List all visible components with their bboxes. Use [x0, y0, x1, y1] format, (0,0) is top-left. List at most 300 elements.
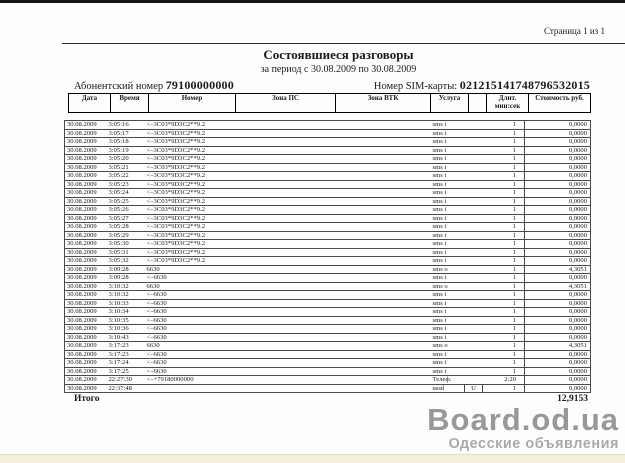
cell-duration: 1: [483, 231, 525, 240]
table-row: [65, 350, 591, 359]
cell-flag: [465, 138, 483, 147]
cell-date: 30.08.2009: [65, 129, 107, 138]
cell-cost: 0,0000: [525, 367, 591, 376]
cell-service: sms i: [427, 163, 465, 172]
cell-number: <–3C03*9D3C2**9.2: [145, 231, 232, 240]
cell-cost: 0,0000: [525, 189, 591, 198]
cell-date: 30.08.2009: [65, 223, 107, 232]
cell-service: Телеф.: [427, 376, 465, 385]
cell-cost: 0,0000: [525, 274, 591, 283]
cell-cost: 0,0000: [525, 350, 591, 359]
table-row: [65, 316, 591, 325]
cell-time: 3:10:34: [107, 308, 145, 317]
cell-number: <–3C03*9D3C2**9.2: [145, 138, 232, 147]
cell-cost: 0,0000: [525, 299, 591, 308]
cell-duration: 1: [483, 257, 525, 266]
cell-time: 3:05:22: [107, 172, 145, 181]
cell-service: sms i: [427, 146, 465, 155]
cell-time: 3:05:20: [107, 155, 145, 164]
cell-service: sms i: [427, 359, 465, 368]
header-service: Услуга: [431, 94, 469, 113]
cell-service: sms i: [427, 274, 465, 283]
cell-number: 6630: [145, 265, 232, 274]
cell-zone-ps: [232, 231, 332, 240]
cell-date: 30.08.2009: [65, 248, 107, 257]
cell-flag: [465, 146, 483, 155]
cell-number: <–3C03*9D3C2**9.2: [145, 163, 232, 172]
cell-time: 3:05:26: [107, 206, 145, 215]
cell-duration: 1: [483, 197, 525, 206]
cell-zone-vtk: [332, 308, 427, 317]
table-row: [65, 248, 591, 257]
cell-flag: [465, 155, 483, 164]
subscriber-number-value: 79100000000: [165, 78, 234, 92]
cell-date: 30.08.2009: [65, 350, 107, 359]
cell-flag: [465, 282, 483, 291]
cell-date: 30.08.2009: [65, 257, 107, 266]
cell-duration: 1: [483, 155, 525, 164]
cell-duration: 1: [483, 248, 525, 257]
cell-zone-vtk: [332, 231, 427, 240]
cell-date: 30.08.2009: [65, 240, 107, 249]
table-row: [65, 214, 591, 223]
cell-time: 3:10:33: [107, 299, 145, 308]
cell-service: sms o: [427, 265, 465, 274]
cell-cost: 0,0000: [525, 384, 591, 393]
cell-number: <–3C03*9D3C2**9.2: [145, 121, 232, 130]
cell-service: ussd: [427, 384, 465, 393]
cell-duration: 1: [483, 316, 525, 325]
cell-zone-vtk: [332, 248, 427, 257]
cell-service: sms i: [427, 121, 465, 130]
cell-date: 30.08.2009: [65, 214, 107, 223]
table-row: [65, 367, 591, 376]
cell-time: 3:05:16: [107, 121, 145, 130]
cell-zone-vtk: [332, 333, 427, 342]
cell-zone-vtk: [332, 325, 427, 334]
cell-zone-vtk: [332, 214, 427, 223]
cell-date: 30.08.2009: [65, 282, 107, 291]
cell-cost: 0,0000: [525, 240, 591, 249]
table-row: [65, 265, 591, 274]
cell-number: <–6630: [145, 325, 232, 334]
cell-cost: 0,0000: [525, 325, 591, 334]
cell-zone-vtk: [332, 240, 427, 249]
cell-zone-ps: [232, 308, 332, 317]
table-row: [65, 333, 591, 342]
cell-service: sms i: [427, 197, 465, 206]
cell-cost: 0,0000: [525, 291, 591, 300]
table-row: [65, 189, 591, 198]
cell-time: 3:05:30: [107, 240, 145, 249]
cell-flag: [465, 129, 483, 138]
cell-date: 30.08.2009: [65, 206, 107, 215]
cell-zone-ps: [232, 282, 332, 291]
table-row: [65, 299, 591, 308]
cell-zone-ps: [232, 197, 332, 206]
cell-cost: 0,0000: [525, 180, 591, 189]
cell-zone-ps: [232, 129, 332, 138]
cell-flag: [465, 325, 483, 334]
cell-zone-ps: [232, 223, 332, 232]
cell-number: <–3C03*9D3C2**9.2: [145, 257, 232, 266]
cell-date: 30.08.2009: [65, 180, 107, 189]
cell-zone-vtk: [332, 350, 427, 359]
cell-zone-vtk: [332, 129, 427, 138]
page-indicator: Страница 1 из 1: [544, 26, 605, 36]
cell-time: 3:05:32: [107, 257, 145, 266]
cell-cost: 0,0000: [525, 214, 591, 223]
cell-duration: 1: [483, 299, 525, 308]
cell-flag: [465, 163, 483, 172]
cell-zone-ps: [232, 291, 332, 300]
cell-zone-vtk: [332, 299, 427, 308]
cell-number: <–3C03*9D3C2**9.2: [145, 248, 232, 257]
cell-time: 3:10:35: [107, 316, 145, 325]
cell-zone-vtk: [332, 367, 427, 376]
cell-flag: [465, 214, 483, 223]
cell-time: 3:05:25: [107, 197, 145, 206]
cell-cost: 0,0000: [525, 138, 591, 147]
cell-time: 3:10:36: [107, 325, 145, 334]
cell-zone-vtk: [332, 138, 427, 147]
cell-duration: 1: [483, 163, 525, 172]
cell-duration: 1: [483, 146, 525, 155]
total-label: Итого: [74, 394, 100, 404]
cell-zone-ps: [232, 240, 332, 249]
table-row: [65, 308, 591, 317]
table-row: [65, 146, 591, 155]
cell-cost: 4,3051: [525, 265, 591, 274]
cell-zone-vtk: [332, 223, 427, 232]
cell-duration: 1: [483, 308, 525, 317]
cell-duration: 1: [483, 138, 525, 147]
sim-number-value: 021215141748796532015: [459, 78, 590, 92]
cell-zone-vtk: [332, 121, 427, 130]
cell-zone-ps: [232, 206, 332, 215]
cell-time: 3:05:21: [107, 163, 145, 172]
cell-zone-vtk: [332, 274, 427, 283]
cell-duration: 1: [483, 265, 525, 274]
table-row: [65, 180, 591, 189]
cell-date: 30.08.2009: [65, 359, 107, 368]
cell-cost: 0,0000: [525, 163, 591, 172]
cell-zone-ps: [232, 384, 332, 393]
cell-service: sms i: [427, 299, 465, 308]
cell-date: 30.08.2009: [65, 308, 107, 317]
cell-time: 3:05:28: [107, 223, 145, 232]
cell-duration: 1: [483, 206, 525, 215]
cell-date: 30.08.2009: [65, 342, 107, 351]
cell-number: <–6630: [145, 316, 232, 325]
cell-flag: [465, 189, 483, 198]
cell-duration: 1: [483, 274, 525, 283]
cell-cost: 0,0000: [525, 129, 591, 138]
header-flag: [469, 94, 487, 113]
cell-zone-vtk: [332, 163, 427, 172]
table-row: [65, 163, 591, 172]
cell-zone-vtk: [332, 155, 427, 164]
cell-time: 3:05:23: [107, 180, 145, 189]
cell-service: sms i: [427, 367, 465, 376]
cell-number: <–6630: [145, 274, 232, 283]
cell-flag: [465, 231, 483, 240]
cell-service: sms i: [427, 240, 465, 249]
cell-duration: 1: [483, 282, 525, 291]
cell-cost: 0,0000: [525, 248, 591, 257]
cell-number: <–6630: [145, 291, 232, 300]
cell-number: <–6630: [145, 299, 232, 308]
cell-duration: 1: [483, 359, 525, 368]
cell-cost: 4,3051: [525, 342, 591, 351]
cell-time: 3:05:18: [107, 138, 145, 147]
cell-date: 30.08.2009: [65, 172, 107, 181]
cell-time: 3:05:24: [107, 189, 145, 198]
table-row: [65, 197, 591, 206]
cell-zone-ps: [232, 299, 332, 308]
cell-service: sms i: [427, 138, 465, 147]
table-row: [65, 325, 591, 334]
header-number: Номер: [149, 94, 236, 113]
cell-duration: 1: [483, 384, 525, 393]
cell-date: 30.08.2009: [65, 155, 107, 164]
cell-cost: 0,0000: [525, 359, 591, 368]
cell-service: sms i: [427, 325, 465, 334]
cell-cost: 0,0000: [525, 223, 591, 232]
table-row: [65, 282, 591, 291]
cell-zone-ps: [232, 180, 332, 189]
cell-number: <–6630: [145, 367, 232, 376]
cell-duration: 1: [483, 214, 525, 223]
cell-flag: [465, 342, 483, 351]
header-zone-vtk: Зона ВТК: [336, 94, 431, 113]
account-info-line: [74, 78, 590, 93]
cell-cost: 0,0000: [525, 333, 591, 342]
table-row: [65, 206, 591, 215]
cell-duration: 1: [483, 180, 525, 189]
table-row: [65, 231, 591, 240]
cell-zone-ps: [232, 155, 332, 164]
cell-number: <–6630: [145, 333, 232, 342]
cell-service: sms i: [427, 350, 465, 359]
table-row: [65, 223, 591, 232]
cell-zone-ps: [232, 146, 332, 155]
cell-duration: 2:20: [483, 376, 525, 385]
cell-service: sms i: [427, 129, 465, 138]
cell-zone-vtk: [332, 189, 427, 198]
cell-service: sms i: [427, 180, 465, 189]
cell-zone-ps: [232, 172, 332, 181]
cell-cost: 0,0000: [525, 172, 591, 181]
cell-duration: 1: [483, 240, 525, 249]
cell-zone-ps: [232, 359, 332, 368]
table-row: [65, 359, 591, 368]
table-row: [65, 240, 591, 249]
cell-cost: 0,0000: [525, 146, 591, 155]
cell-date: 30.08.2009: [65, 325, 107, 334]
cell-flag: [465, 274, 483, 283]
watermark: [427, 404, 619, 452]
cell-cost: 0,0000: [525, 206, 591, 215]
call-table: [64, 120, 591, 393]
total-value: 12,9153: [557, 394, 588, 404]
cell-flag: [465, 359, 483, 368]
header-zone-ps: Зона ПС: [236, 94, 336, 113]
cell-number: 6630: [145, 342, 232, 351]
cell-number: <–3C03*9D3C2**9.2: [145, 214, 232, 223]
cell-duration: 1: [483, 223, 525, 232]
cell-time: 3:05:29: [107, 231, 145, 240]
cell-date: 30.08.2009: [65, 299, 107, 308]
header-time: Время: [111, 94, 149, 113]
report-period: за период с 30.08.2009 по 30.08.2009: [260, 64, 417, 75]
cell-duration: 1: [483, 121, 525, 130]
table-row: [65, 129, 591, 138]
cell-service: sms i: [427, 206, 465, 215]
cell-duration: 1: [483, 129, 525, 138]
cell-date: 30.08.2009: [65, 121, 107, 130]
cell-cost: 0,0000: [525, 231, 591, 240]
cell-service: sms i: [427, 257, 465, 266]
cell-flag: [465, 265, 483, 274]
table-row: [65, 121, 591, 130]
cell-flag: [465, 240, 483, 249]
cell-number: <–+79180000000: [145, 376, 232, 385]
cell-duration: 1: [483, 342, 525, 351]
cell-zone-vtk: [332, 180, 427, 189]
cell-time: 3:09:28: [107, 274, 145, 283]
cell-number: <–6630: [145, 359, 232, 368]
header-divider: [62, 43, 625, 44]
cell-cost: 0,0000: [525, 197, 591, 206]
table-row: [65, 274, 591, 283]
cell-flag: [465, 308, 483, 317]
cell-service: sms i: [427, 214, 465, 223]
cell-zone-vtk: [332, 206, 427, 215]
cell-date: 30.08.2009: [65, 197, 107, 206]
cell-zone-ps: [232, 274, 332, 283]
cell-zone-vtk: [332, 282, 427, 291]
cell-zone-vtk: [332, 342, 427, 351]
cell-service: sms i: [427, 231, 465, 240]
cell-date: 30.08.2009: [65, 376, 107, 385]
cell-time: 3:09:28: [107, 265, 145, 274]
cell-duration: 1: [483, 350, 525, 359]
table-row: [65, 155, 591, 164]
cell-time: 3:05:17: [107, 129, 145, 138]
cell-time: 3:17:24: [107, 359, 145, 368]
table-row: [65, 172, 591, 181]
cell-service: sms i: [427, 333, 465, 342]
call-table-body: [65, 121, 591, 393]
cell-zone-ps: [232, 138, 332, 147]
cell-zone-ps: [232, 350, 332, 359]
cell-zone-ps: [232, 257, 332, 266]
cell-date: 30.08.2009: [65, 367, 107, 376]
cell-date: 30.08.2009: [65, 138, 107, 147]
cell-number: [145, 384, 232, 393]
cell-time: 3:10:32: [107, 282, 145, 291]
cell-date: 30.08.2009: [65, 291, 107, 300]
cell-flag: [465, 180, 483, 189]
page-title: Состоявшиеся разговоры: [263, 47, 414, 62]
call-table-header: [68, 93, 591, 113]
cell-service: sms o: [427, 282, 465, 291]
cell-flag: [465, 333, 483, 342]
cell-zone-vtk: [332, 197, 427, 206]
cell-flag: [465, 121, 483, 130]
cell-service: sms i: [427, 316, 465, 325]
cell-number: <–3C03*9D3C2**9.2: [145, 189, 232, 198]
cell-number: <–3C03*9D3C2**9.2: [145, 197, 232, 206]
cell-zone-ps: [232, 342, 332, 351]
cell-time: 3:10:43: [107, 333, 145, 342]
cell-zone-ps: [232, 248, 332, 257]
bottom-border-strip: [0, 454, 625, 463]
cell-zone-vtk: [332, 265, 427, 274]
cell-date: 30.08.2009: [65, 384, 107, 393]
cell-zone-ps: [232, 214, 332, 223]
cell-duration: 1: [483, 189, 525, 198]
cell-flag: [465, 376, 483, 385]
cell-cost: 0,0000: [525, 308, 591, 317]
cell-zone-ps: [232, 163, 332, 172]
table-row: [65, 376, 591, 385]
cell-date: 30.08.2009: [65, 231, 107, 240]
cell-flag: [465, 350, 483, 359]
cell-number: <–3C03*9D3C2**9.2: [145, 172, 232, 181]
cell-service: sms i: [427, 248, 465, 257]
cell-flag: [465, 299, 483, 308]
cell-number: <–3C03*9D3C2**9.2: [145, 180, 232, 189]
cell-zone-vtk: [332, 359, 427, 368]
cell-flag: [465, 367, 483, 376]
cell-number: <–3C03*9D3C2**9.2: [145, 146, 232, 155]
cell-service: sms o: [427, 342, 465, 351]
cell-service: sms i: [427, 189, 465, 198]
cell-number: <–3C03*9D3C2**9.2: [145, 223, 232, 232]
cell-zone-ps: [232, 325, 332, 334]
header-date: Дата: [69, 94, 111, 113]
cell-date: 30.08.2009: [65, 265, 107, 274]
cell-flag: [465, 316, 483, 325]
sim-number-label: Номер SIM-карты:: [373, 81, 458, 92]
cell-time: 3:17:25: [107, 367, 145, 376]
cell-duration: 1: [483, 291, 525, 300]
cell-service: sms i: [427, 172, 465, 181]
cell-zone-vtk: [332, 316, 427, 325]
top-border-strip: [0, 0, 625, 3]
cell-time: 3:05:27: [107, 214, 145, 223]
cell-number: <–3C03*9D3C2**9.2: [145, 240, 232, 249]
cell-zone-ps: [232, 376, 332, 385]
cell-zone-ps: [232, 121, 332, 130]
cell-duration: 1: [483, 172, 525, 181]
cell-date: 30.08.2009: [65, 189, 107, 198]
cell-number: <–3C03*9D3C2**9.2: [145, 206, 232, 215]
cell-cost: 0,0000: [525, 121, 591, 130]
watermark-tagline: Одесские объявления: [448, 436, 619, 452]
cell-number: <–6630: [145, 350, 232, 359]
cell-zone-vtk: [332, 376, 427, 385]
table-row: [65, 257, 591, 266]
cell-number: <–3C03*9D3C2**9.2: [145, 129, 232, 138]
cell-cost: 0,0000: [525, 316, 591, 325]
cell-time: 3:05:31: [107, 248, 145, 257]
cell-flag: [465, 206, 483, 215]
cell-flag: U: [465, 384, 483, 393]
cell-time: 3:17:23: [107, 342, 145, 351]
